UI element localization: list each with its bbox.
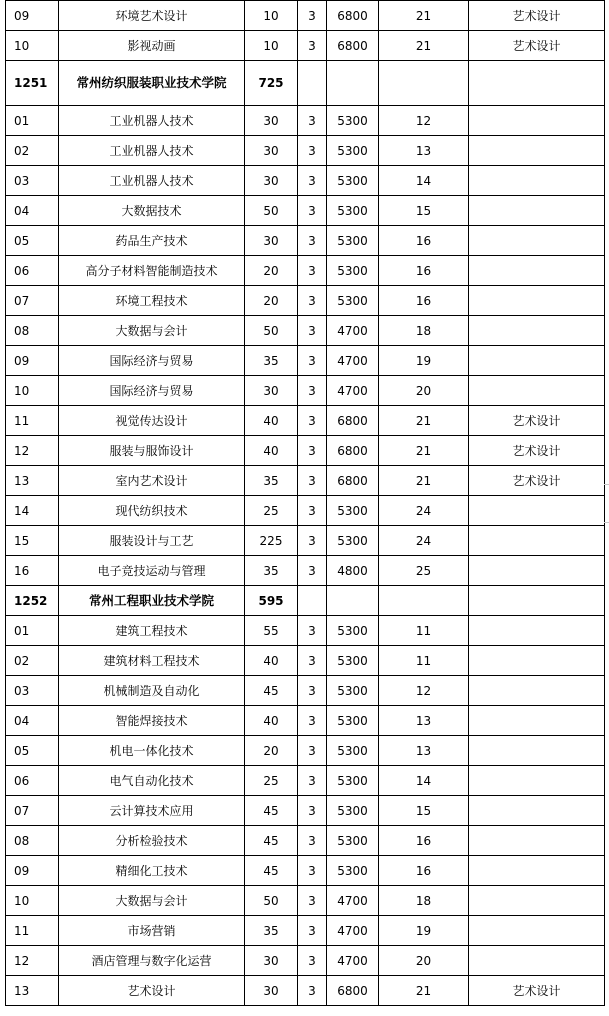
program-code-cell: 13 xyxy=(6,976,59,1006)
program-count-cell: 30 xyxy=(245,946,298,976)
program-fee-cell: 5300 xyxy=(327,196,379,226)
program-name-cell: 室内艺术设计 xyxy=(59,466,245,496)
program-count-cell: 10 xyxy=(245,1,298,31)
program-years-cell: 3 xyxy=(298,976,327,1006)
program-row xyxy=(6,916,605,946)
edge-mark xyxy=(604,522,609,523)
program-code-cell: 01 xyxy=(6,106,59,136)
program-note-cell xyxy=(469,256,605,286)
program-group-cell: 15 xyxy=(379,796,469,826)
program-name-cell: 机电一体化技术 xyxy=(59,736,245,766)
program-name-cell: 国际经济与贸易 xyxy=(59,346,245,376)
program-note-cell xyxy=(469,886,605,916)
program-group-cell: 24 xyxy=(379,496,469,526)
program-row xyxy=(6,766,605,796)
program-count-cell: 25 xyxy=(245,496,298,526)
program-code-cell: 07 xyxy=(6,796,59,826)
program-fee-cell: 4700 xyxy=(327,946,379,976)
program-name-cell: 影视动画 xyxy=(59,31,245,61)
program-count-cell: 30 xyxy=(245,376,298,406)
program-name-cell: 环境艺术设计 xyxy=(59,1,245,31)
program-code-cell: 05 xyxy=(6,736,59,766)
program-name-cell: 机械制造及自动化 xyxy=(59,676,245,706)
program-group-cell: 12 xyxy=(379,106,469,136)
program-row xyxy=(6,736,605,766)
program-row xyxy=(6,166,605,196)
program-count-cell: 30 xyxy=(245,226,298,256)
program-row xyxy=(6,226,605,256)
program-group-cell: 13 xyxy=(379,136,469,166)
program-note-cell xyxy=(469,916,605,946)
program-fee-cell: 5300 xyxy=(327,286,379,316)
program-row xyxy=(6,346,605,376)
program-fee-cell: 5300 xyxy=(327,136,379,166)
program-note-cell xyxy=(469,856,605,886)
program-count-cell: 35 xyxy=(245,466,298,496)
program-count-cell: 45 xyxy=(245,676,298,706)
program-years-cell: 3 xyxy=(298,676,327,706)
program-note-cell xyxy=(469,136,605,166)
program-row xyxy=(6,946,605,976)
program-row xyxy=(6,196,605,226)
program-count-cell: 225 xyxy=(245,526,298,556)
program-count-cell: 20 xyxy=(245,736,298,766)
program-row xyxy=(6,286,605,316)
program-code-cell: 10 xyxy=(6,376,59,406)
program-note-cell xyxy=(469,196,605,226)
program-name-cell: 视觉传达设计 xyxy=(59,406,245,436)
program-years-cell: 3 xyxy=(298,136,327,166)
program-fee-cell: 5300 xyxy=(327,526,379,556)
program-group-cell: 21 xyxy=(379,406,469,436)
school-row xyxy=(6,61,605,106)
program-group-cell: 15 xyxy=(379,196,469,226)
program-years-cell: 3 xyxy=(298,106,327,136)
program-name-cell: 电子竞技运动与管理 xyxy=(59,556,245,586)
program-row xyxy=(6,376,605,406)
program-code-cell: 01 xyxy=(6,616,59,646)
program-row xyxy=(6,1,605,31)
program-note-cell xyxy=(469,556,605,586)
program-group-cell: 21 xyxy=(379,976,469,1006)
program-count-cell: 55 xyxy=(245,616,298,646)
program-row xyxy=(6,31,605,61)
program-row xyxy=(6,976,605,1006)
school-note-cell xyxy=(469,586,605,616)
program-group-cell: 13 xyxy=(379,706,469,736)
program-code-cell: 16 xyxy=(6,556,59,586)
program-row xyxy=(6,856,605,886)
program-fee-cell: 4700 xyxy=(327,886,379,916)
program-name-cell: 酒店管理与数字化运营 xyxy=(59,946,245,976)
school-years-cell xyxy=(298,586,327,616)
school-row xyxy=(6,586,605,616)
enrollment-plan-table xyxy=(5,0,605,1006)
program-name-cell: 药品生产技术 xyxy=(59,226,245,256)
program-fee-cell: 4700 xyxy=(327,316,379,346)
program-note-cell xyxy=(469,676,605,706)
program-count-cell: 35 xyxy=(245,916,298,946)
program-code-cell: 05 xyxy=(6,226,59,256)
program-count-cell: 50 xyxy=(245,886,298,916)
program-group-cell: 21 xyxy=(379,1,469,31)
program-note-cell: 艺术设计 xyxy=(469,466,605,496)
program-group-cell: 19 xyxy=(379,916,469,946)
program-row xyxy=(6,466,605,496)
program-years-cell: 3 xyxy=(298,736,327,766)
program-note-cell: 艺术设计 xyxy=(469,1,605,31)
program-name-cell: 市场营销 xyxy=(59,916,245,946)
program-note-cell xyxy=(469,766,605,796)
program-note-cell xyxy=(469,706,605,736)
program-row xyxy=(6,826,605,856)
program-years-cell: 3 xyxy=(298,286,327,316)
program-group-cell: 20 xyxy=(379,946,469,976)
program-row xyxy=(6,436,605,466)
program-code-cell: 10 xyxy=(6,31,59,61)
program-row xyxy=(6,616,605,646)
program-code-cell: 09 xyxy=(6,1,59,31)
program-count-cell: 45 xyxy=(245,856,298,886)
program-row xyxy=(6,556,605,586)
program-code-cell: 11 xyxy=(6,916,59,946)
program-fee-cell: 6800 xyxy=(327,1,379,31)
school-name-cell: 常州工程职业技术学院 xyxy=(59,586,245,616)
program-group-cell: 21 xyxy=(379,466,469,496)
program-count-cell: 50 xyxy=(245,196,298,226)
program-row xyxy=(6,706,605,736)
program-name-cell: 现代纺织技术 xyxy=(59,496,245,526)
program-years-cell: 3 xyxy=(298,526,327,556)
program-fee-cell: 5300 xyxy=(327,736,379,766)
program-note-cell xyxy=(469,616,605,646)
program-note-cell xyxy=(469,286,605,316)
program-note-cell xyxy=(469,166,605,196)
program-row xyxy=(6,106,605,136)
table-body xyxy=(6,1,605,1006)
school-group-cell xyxy=(379,61,469,106)
school-years-cell xyxy=(298,61,327,106)
program-count-cell: 35 xyxy=(245,556,298,586)
program-years-cell: 3 xyxy=(298,466,327,496)
school-code-cell: 1252 xyxy=(6,586,59,616)
school-count-cell: 725 xyxy=(245,61,298,106)
program-note-cell xyxy=(469,376,605,406)
program-group-cell: 24 xyxy=(379,526,469,556)
program-count-cell: 40 xyxy=(245,436,298,466)
program-name-cell: 国际经济与贸易 xyxy=(59,376,245,406)
program-fee-cell: 5300 xyxy=(327,106,379,136)
program-note-cell xyxy=(469,526,605,556)
program-count-cell: 50 xyxy=(245,316,298,346)
program-code-cell: 12 xyxy=(6,946,59,976)
program-count-cell: 30 xyxy=(245,106,298,136)
program-fee-cell: 6800 xyxy=(327,436,379,466)
program-group-cell: 14 xyxy=(379,766,469,796)
program-name-cell: 智能焊接技术 xyxy=(59,706,245,736)
program-group-cell: 11 xyxy=(379,616,469,646)
school-name-cell: 常州纺织服装职业技术学院 xyxy=(59,61,245,106)
program-name-cell: 建筑工程技术 xyxy=(59,616,245,646)
program-years-cell: 3 xyxy=(298,1,327,31)
program-years-cell: 3 xyxy=(298,556,327,586)
program-count-cell: 35 xyxy=(245,346,298,376)
program-fee-cell: 5300 xyxy=(327,496,379,526)
program-fee-cell: 6800 xyxy=(327,976,379,1006)
program-note-cell: 艺术设计 xyxy=(469,976,605,1006)
program-count-cell: 20 xyxy=(245,256,298,286)
program-count-cell: 40 xyxy=(245,646,298,676)
program-name-cell: 工业机器人技术 xyxy=(59,106,245,136)
program-years-cell: 3 xyxy=(298,916,327,946)
program-note-cell xyxy=(469,226,605,256)
program-code-cell: 03 xyxy=(6,676,59,706)
program-code-cell: 15 xyxy=(6,526,59,556)
program-group-cell: 21 xyxy=(379,436,469,466)
program-code-cell: 10 xyxy=(6,886,59,916)
program-fee-cell: 5300 xyxy=(327,826,379,856)
program-fee-cell: 5300 xyxy=(327,646,379,676)
program-group-cell: 25 xyxy=(379,556,469,586)
program-group-cell: 18 xyxy=(379,886,469,916)
program-name-cell: 分析检验技术 xyxy=(59,826,245,856)
program-years-cell: 3 xyxy=(298,346,327,376)
program-group-cell: 16 xyxy=(379,286,469,316)
program-name-cell: 大数据技术 xyxy=(59,196,245,226)
program-count-cell: 40 xyxy=(245,406,298,436)
program-row xyxy=(6,406,605,436)
program-years-cell: 3 xyxy=(298,886,327,916)
program-fee-cell: 4800 xyxy=(327,556,379,586)
program-row xyxy=(6,316,605,346)
program-years-cell: 3 xyxy=(298,646,327,676)
program-fee-cell: 5300 xyxy=(327,676,379,706)
program-years-cell: 3 xyxy=(298,766,327,796)
program-note-cell: 艺术设计 xyxy=(469,436,605,466)
program-name-cell: 高分子材料智能制造技术 xyxy=(59,256,245,286)
program-fee-cell: 6800 xyxy=(327,31,379,61)
program-code-cell: 13 xyxy=(6,466,59,496)
program-fee-cell: 6800 xyxy=(327,466,379,496)
program-code-cell: 08 xyxy=(6,316,59,346)
program-code-cell: 04 xyxy=(6,706,59,736)
program-years-cell: 3 xyxy=(298,706,327,736)
program-name-cell: 大数据与会计 xyxy=(59,886,245,916)
program-years-cell: 3 xyxy=(298,31,327,61)
program-fee-cell: 5300 xyxy=(327,856,379,886)
program-note-cell xyxy=(469,736,605,766)
program-years-cell: 3 xyxy=(298,316,327,346)
program-years-cell: 3 xyxy=(298,496,327,526)
program-name-cell: 艺术设计 xyxy=(59,976,245,1006)
program-note-cell xyxy=(469,946,605,976)
program-years-cell: 3 xyxy=(298,946,327,976)
program-row xyxy=(6,496,605,526)
program-note-cell xyxy=(469,316,605,346)
program-count-cell: 40 xyxy=(245,706,298,736)
program-code-cell: 06 xyxy=(6,766,59,796)
program-years-cell: 3 xyxy=(298,436,327,466)
program-row xyxy=(6,136,605,166)
program-fee-cell: 5300 xyxy=(327,226,379,256)
program-name-cell: 云计算技术应用 xyxy=(59,796,245,826)
program-years-cell: 3 xyxy=(298,406,327,436)
school-fee-cell xyxy=(327,61,379,106)
program-code-cell: 12 xyxy=(6,436,59,466)
program-fee-cell: 4700 xyxy=(327,376,379,406)
program-code-cell: 06 xyxy=(6,256,59,286)
program-code-cell: 09 xyxy=(6,346,59,376)
program-years-cell: 3 xyxy=(298,826,327,856)
program-code-cell: 02 xyxy=(6,646,59,676)
program-code-cell: 11 xyxy=(6,406,59,436)
program-row xyxy=(6,526,605,556)
program-fee-cell: 5300 xyxy=(327,706,379,736)
program-note-cell xyxy=(469,796,605,826)
program-years-cell: 3 xyxy=(298,196,327,226)
program-fee-cell: 5300 xyxy=(327,616,379,646)
school-fee-cell xyxy=(327,586,379,616)
program-code-cell: 08 xyxy=(6,826,59,856)
program-group-cell: 13 xyxy=(379,736,469,766)
program-row xyxy=(6,646,605,676)
school-code-cell: 1251 xyxy=(6,61,59,106)
program-group-cell: 16 xyxy=(379,226,469,256)
program-name-cell: 建筑材料工程技术 xyxy=(59,646,245,676)
edge-mark xyxy=(604,484,609,485)
program-group-cell: 16 xyxy=(379,256,469,286)
program-group-cell: 18 xyxy=(379,316,469,346)
program-years-cell: 3 xyxy=(298,226,327,256)
program-row xyxy=(6,886,605,916)
program-group-cell: 21 xyxy=(379,31,469,61)
program-years-cell: 3 xyxy=(298,796,327,826)
program-name-cell: 环境工程技术 xyxy=(59,286,245,316)
program-row xyxy=(6,256,605,286)
program-group-cell: 12 xyxy=(379,676,469,706)
program-years-cell: 3 xyxy=(298,166,327,196)
program-code-cell: 14 xyxy=(6,496,59,526)
program-note-cell xyxy=(469,496,605,526)
program-note-cell xyxy=(469,346,605,376)
enrollment-plan-table-container xyxy=(5,0,605,1006)
program-name-cell: 大数据与会计 xyxy=(59,316,245,346)
program-code-cell: 03 xyxy=(6,166,59,196)
program-group-cell: 11 xyxy=(379,646,469,676)
program-years-cell: 3 xyxy=(298,856,327,886)
program-fee-cell: 6800 xyxy=(327,406,379,436)
program-count-cell: 30 xyxy=(245,136,298,166)
program-name-cell: 工业机器人技术 xyxy=(59,166,245,196)
program-fee-cell: 5300 xyxy=(327,256,379,286)
program-name-cell: 电气自动化技术 xyxy=(59,766,245,796)
program-group-cell: 20 xyxy=(379,376,469,406)
program-group-cell: 19 xyxy=(379,346,469,376)
program-code-cell: 09 xyxy=(6,856,59,886)
school-group-cell xyxy=(379,586,469,616)
program-fee-cell: 5300 xyxy=(327,796,379,826)
program-name-cell: 服装与服饰设计 xyxy=(59,436,245,466)
program-code-cell: 07 xyxy=(6,286,59,316)
school-count-cell: 595 xyxy=(245,586,298,616)
program-fee-cell: 5300 xyxy=(327,766,379,796)
program-code-cell: 04 xyxy=(6,196,59,226)
program-count-cell: 20 xyxy=(245,286,298,316)
program-count-cell: 30 xyxy=(245,976,298,1006)
program-years-cell: 3 xyxy=(298,616,327,646)
program-fee-cell: 5300 xyxy=(327,166,379,196)
program-group-cell: 16 xyxy=(379,826,469,856)
program-note-cell: 艺术设计 xyxy=(469,406,605,436)
program-fee-cell: 4700 xyxy=(327,916,379,946)
program-count-cell: 10 xyxy=(245,31,298,61)
program-group-cell: 16 xyxy=(379,856,469,886)
program-row xyxy=(6,676,605,706)
program-fee-cell: 4700 xyxy=(327,346,379,376)
program-count-cell: 45 xyxy=(245,826,298,856)
program-row xyxy=(6,796,605,826)
program-count-cell: 25 xyxy=(245,766,298,796)
program-count-cell: 45 xyxy=(245,796,298,826)
program-note-cell xyxy=(469,826,605,856)
program-note-cell xyxy=(469,646,605,676)
program-code-cell: 02 xyxy=(6,136,59,166)
program-note-cell xyxy=(469,106,605,136)
program-note-cell: 艺术设计 xyxy=(469,31,605,61)
program-years-cell: 3 xyxy=(298,376,327,406)
program-name-cell: 工业机器人技术 xyxy=(59,136,245,166)
program-name-cell: 服装设计与工艺 xyxy=(59,526,245,556)
program-group-cell: 14 xyxy=(379,166,469,196)
program-count-cell: 30 xyxy=(245,166,298,196)
school-note-cell xyxy=(469,61,605,106)
program-years-cell: 3 xyxy=(298,256,327,286)
program-name-cell: 精细化工技术 xyxy=(59,856,245,886)
